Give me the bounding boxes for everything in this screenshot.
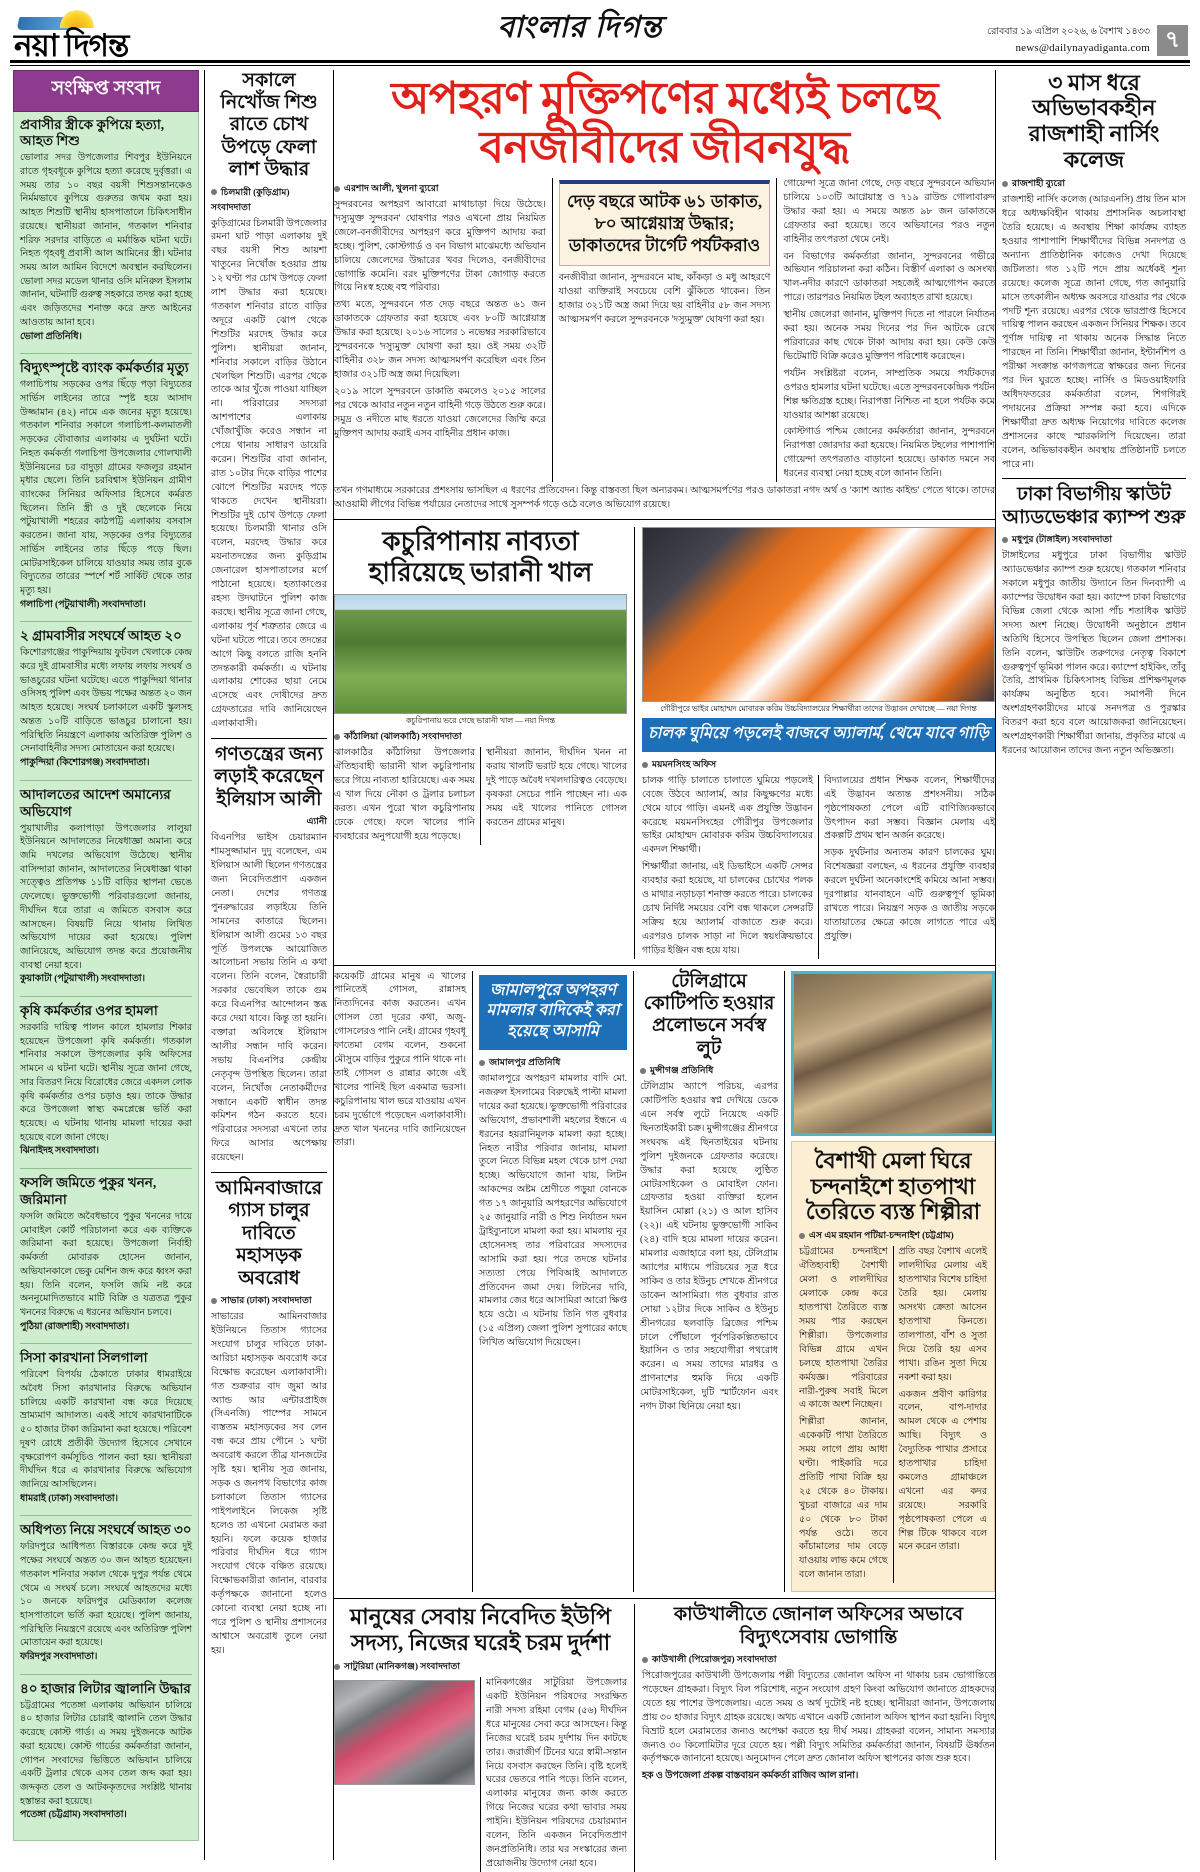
body-text: টাঙ্গাইলের মধুপুরে ঢাকা বিভাগীয় স্কাউট অ্যাডভেঞ্চার ক্যাম্প শুরু হয়েছে। গতকাল শনিবার সকালে মধুপুর জাতীয় উদ্যানে তিন দিনব্যাপী এ ক্যাম্পের উদ্বোধন করা হয়। ক্যাম্পে ঢাকা বিভাগের বিভিন্ন জেলা থেকে আসা পাঁচ শতাধিক স্কাউট সদস্য অংশ নিচ্ছে। উদ্বোধনী অনুষ্ঠানে প্রধান অতিথি হিসেবে উপস্থিত ছিলেন জেলা প্রশাসক। তিনি বলেন, স্কাউটিং তরুণদের নেতৃত্ব বিকাশে গুরুত্বপূর্ণ ভূমিকা পালন করে। ক্যাম্পে হাইকিং, তাঁবু তৈরি, প্রাথমিক চিকিৎসাসহ বিভিন্ন প্রশিক্ষণমূলক কার্যক্রম অনুষ্ঠিত হবে। সমাপনী দিনে অংশগ্রহণকারীদের মাঝে সনদপত্র ও পুরস্কার বিতরণ করা হবে বলে আয়োজকরা জানিয়েছেন। অংশগ্রহণকারী শিক্ষার্থীরা জানায়, প্রকৃতির মাঝে এ ধরনের আয়োজন তাদের জন্য নতুন অভিজ্ঞতা।: [1002, 551, 1186, 756]
body-text: চট্টগ্রামের চন্দনাইশে ঐতিহ্যবাহী বৈশাখী মেলা ও লালদীঘির মেলাকে কেন্দ্র করে হাতপাখা তৈরিতে ব্যস্ত সময় পার করছেন শিল্পীরা। উপজেলার বিভিন্ন গ্রামে এখন চলছে হাতপাখা তৈরির কর্মযজ্ঞ। পরিবারের নারী-পুরুষ সবাই মিলে এ কাজে অংশ নিচ্ছেন।: [799, 1247, 888, 1411]
brief-item-credit: পাকুন্দিয়া (কিশোরগঞ্জ) সংবাদদাতা।: [20, 758, 150, 769]
brief-item-text: ফরিদপুরে আধিপত্য বিস্তারকে কেন্দ্র করে দুই পক্ষের সংঘর্ষে অন্তত ৩০ জন আহত হয়েছেন। গতকাল শনিবার সকাল থেকে দুপুর পর্যন্ত থেমে থেমে এ সংঘর্ষ চলে। সংঘর্ষে আহতদের মধ্যে ১০ জনকে ফরিদপুর মেডিক্যাল কলেজ হাসপাতালে ভর্তি করা হয়েছে। পুলিশ জানায়, পরিস্থিতি নিয়ন্ত্রণে রয়েছে এবং অতিরিক্ত পুলিশ মোতায়েন করা হয়েছে।: [20, 1542, 192, 1649]
brief-item-0[interactable]: [20, 117, 192, 345]
body-text: মানিকগঞ্জের সাটুরিয়া উপজেলার একটি ইউনিয়ন পরিষদের সংরক্ষিত নারী সদস্য রহিমা বেগম (৫৬) দীর্ঘদিন ধরে মানুষের সেবা করে আসছেন। কিন্তু নিজের ঘরেই চরম দুর্দশায় দিন কাটছে তার। জরাজীর্ণ টিনের ঘরে স্বামী-সন্তান নিয়ে বসবাস করছেন তিনি। বৃষ্টি হলেই ঘরের ভেতরে পানি পড়ে। তিনি বলেন, এলাকার মানুষের জন্য কাজ করতে গিয়ে নিজের ঘরের কথা ভাবার সময় পাইনি। ইউনিয়ন পরিষদের চেয়ারম্যান বলেন, তিনি একজন নিবেদিতপ্রাণ জনপ্রতিনিধি। তার ঘর সংস্কারের জন্য প্রয়োজনীয় উদ্যোগ নেয়া হবে।: [486, 1678, 627, 1869]
brief-item-text: পরিবেশ বিপর্যয় ঠেকাতে ঢাকার ধামরাইয়ে অবৈধ সিসা কারখানার বিরুদ্ধে অভিযান চালিয়ে একটি কারখানা বন্ধ করে দিয়েছে ভ্রাম্যমাণ আদালত। একই সাথে কারখানাটিকে ৫০ হাজার টাকা জরিমানা করা হয়েছে। পরিবেশ দূষণ রোধে প্রতীকী উদ্যোগ হিসেবে সেখানে বৃক্ষরোপণ কর্মসূচিও পালন করা হয়। স্থানীয়রা দীর্ঘদিন ধরে এ কারখানার বিরুদ্ধে অভিযোগ জানিয়ে আসছিলেন।: [20, 1370, 192, 1491]
divider: [20, 1168, 192, 1169]
body-text: একজন প্রবীণ কারিগর বলেন, বাপ-দাদার আমল থেকে এ পেশায় আছি। বিদ্যুৎ ও বৈদ্যুতিক পাখার প্রসারে হাতপাখার চাহিদা কমলেও গ্রামাঞ্চলে এখনো এর কদর রয়েছে। সরকারি পৃষ্ঠপোষকতা পেলে এ শিল্প টিকে থাকবে বলে মনে করেন তারা।: [898, 1389, 987, 1553]
body-text: শিক্ষার্থীরা জানায়, এই ডিভাইসে একটি সেন্সর ব্যবহার করা হয়েছে, যা চালকের চোখের পলক ও মাথার নড়াচড়া শনাক্ত করতে পারে। চালকের চোখ নির্দিষ্ট সময়ের বেশি বন্ধ থাকলে সেন্সরটি সক্রিয় হয়ে অ্যালার্ম বাজাতে শুরু করে। এরপরও চালক সাড়া না দিলে স্বয়ংক্রিয়ভাবে গাড়ির ইঞ্জিন বন্ধ হয়ে যায়।: [642, 862, 813, 956]
headline: গণতন্ত্রের জন্য লড়াই করেছেন ইলিয়াস আলী: [214, 744, 324, 810]
divider: [20, 621, 192, 622]
bullet-icon: [334, 734, 340, 740]
body-text: টেলিগ্রাম অ্যাপে পরিচয়, এরপর কোটিপতি হওয়ার স্বপ্ন দেখিয়ে ডেকে এনে সর্বস্ব লুটে নিয়েছে একটি ছিনতাইকারী চক্র। মুন্সীগঞ্জের শ্রীনগরে সংঘবদ্ধ এই ছিনতাইয়ের ঘটনায় পুলিশ দুইজনকে গ্রেফতার করেছে। উদ্ধার করা হয়েছে লুণ্ঠিত মোটরসাইকেল ও মোবাইল ফোন। গ্রেফতার হওয়া ব্যক্তিরা হলেন ইয়াসিন মোল্লা (২১) ও আল হাসিব (২২)। এই ঘটনায় ভুক্তভোগী সাকিব (২৪) বাদি হয়ে মামলা দায়ের করেন। মামলার এজাহারে বলা হয়, টেলিগ্রাম অ্যাপের মাধ্যমে পরিচয়ের সূত্র ধরে সাকিব ও তার ইউনুচ শেখকে শ্রীনগরে ডাকেন আসামিরা। গত বুধবার রাত সোয়া ১২টার দিকে সাকিব ও ইউনুচ শ্রীনগরের ছলবাড়ি ব্রিজের পশ্চিম ঢালে পৌঁছালে পূর্বপরিকল্পিতভাবে ইয়াসিন ও তার সহযোগীরা পথরোধ করেন। এ সময় তাদের মারধর ও প্রাণনাশের হুমকি দিয়ে একটি মোটরসাইকেল, দুটি স্মার্টফোন এবং নগদ টাকা ছিনিয়ে নেয়া হয়।: [640, 1082, 778, 1413]
byline: কাউখালী (পিরোজপুর) সংবাদদাতা: [642, 1652, 995, 1667]
bullet-icon: [334, 1664, 340, 1670]
story-hand-fan[interactable]: [785, 971, 995, 1593]
headline: আমিনবাজারে গ্যাস চালুর দাবিতে মহাসড়ক অবরোধ: [215, 1178, 323, 1289]
brief-item-text: কিশোরগঞ্জের পাকুন্দিয়ায় ফুটবল খেলাকে কেন্দ্র করে দুই গ্রামবাসীর মধ্যে লফায় লফায় সংঘর্ষ ও ভাঙচুরের ঘটনা ঘটেছে। এতে পাকুন্দিয়া থানার ওসিসহ পুলিশ এবং উভয় পক্ষের অন্তত ২০ জন আহত হয়েছে। সংঘর্ষ চলাকালে একটি স্কুলসহ অন্তত ১০টি বাড়িতে ভাঙচুর চালানো হয়। পরিস্থিতি নিয়ন্ত্রণে এলাকায় অতিরিক্ত পুলিশ ও সেনাবাহিনীর সদস্য মোতায়েন করা হয়েছে।: [20, 648, 192, 755]
headline: বৈশাখী মেলা ঘিরে চন্দনাইশে হাতপাখা তৈরিতে ব্যস্ত শিল্পীরা: [805, 1147, 981, 1225]
brief-news-body: [13, 112, 199, 1842]
masthead-right: [918, 25, 1188, 56]
story-missing-child[interactable]: [211, 70, 327, 733]
bullet-icon: [640, 1068, 646, 1074]
masthead: [8, 6, 1192, 63]
divider: [20, 1515, 192, 1516]
photo-students: [642, 527, 995, 702]
byline: ময়মনসিংহ অফিস: [642, 757, 995, 772]
date-line: রোববার ১৯ এপ্রিল ২০২৬, ৬ বৈশাখ ১৪৩৩: [987, 27, 1150, 38]
body-text: বনজীবীরা জানান, সুন্দরবনে মাছ, কাঁকড়া ও মধু আহরণে যাওয়া ব্যক্তিরাই সবচেয়ে বেশি ঝুঁকিতে থাকেন। তিন হাজার ৩২১টি অস্ত্র জমা দিয়ে ছয় বাহিনীর ৫৮ জন সদস্য আত্মসমর্পণ করলে সুন্দরবনকে 'দস্যুমুক্ত' ঘোষণা করা হয়।: [558, 273, 771, 326]
body-text: গোয়েন্দা সূত্রে জানা গেছে, দেড় বছরে সুন্দরবনে অভিযান চালিয়ে ১০৩টি আগ্নেয়াস্ত্র ও ৭১৯ রাউন্ড গোলাবারুদ উদ্ধার করা হয়। এ সময়ে অন্তত ৯৮ জন ডাকাতকে গ্রেফতার করা হয়েছে। তবে অভিযানের পরও নতুন বাহিনীর তৎপরতা থেমে নেই।: [783, 179, 996, 245]
story-aminbazar-gas[interactable]: [211, 1178, 327, 1659]
body-text: শিল্পীরা জানান, একেকটি পাখা তৈরিতে সময় লাগে প্রায় আধা ঘণ্টা। পাইকারি দরে প্রতিটি পাখা বিক্রি হয় ২৫ থেকে ৪০ টাকায়। খুচরা বাজারে এর দাম ৫০ থেকে ৮০ টাকা পর্যন্ত ওঠে। তবে কাঁচামালের দাম বেড়ে যাওয়ায় লাভ কমে গেছে বলে জানান তারা।: [799, 1417, 888, 1581]
brief-item-credit: পুঠিয়া (রাজশাহী) সংবাদদাতা।: [20, 1321, 130, 1332]
brief-item-text: সরকারি দায়িত্ব পালন কালে হামলার শিকার হয়েছেন উপজেলা কৃষি কর্মকর্তা। গতকাল শনিবার সকালে উপজেলার কৃষি অফিসের সামনে এ ঘটনা ঘটে। স্থানীয় সূত্রে জানা গেছে, সার বিতরণ নিয়ে বিরোধের জেরে একদল লোক কৃষি কর্মকর্তার ওপর চড়াও হয়। তাকে উদ্ধার করে উপজেলা স্বাস্থ্য কমপ্লেক্সে ভর্তি করা হয়েছে। এ ঘটনায় থানায় মামলা দায়ের করা হয়েছে বলে জানা গেছে।: [20, 1023, 192, 1143]
body-text: সাভারের আমিনবাজার ইউনিয়নে তিতাস গ্যাসের সংযোগ চালুর দাবিতে ঢাকা-আরিচা মহাসড়ক অবরোধ করে বিক্ষোভ করেছেন এলাকাবাসী। গত শুক্রবার বাদ জুমা আর অ্যান্ড আর এন্টারপ্রাইজ (সিএনজি) পাম্পের সামনে ব্যস্ততম মহাসড়কের সব লেন বন্ধ করে প্রায় পৌনে ১ ঘণ্টা অবরোধ করলে তীব্র যানজটের সৃষ্টি হয়। স্থানীয় সূত্র জানায়, সড়ক ও জনপথ বিভাগের কাজ চলাকালে তিতাস গ্যাসের পাইপলাইনে লিকেজ সৃষ্টি হলেও তা এখনো মেরামত করা হয়নি। ফলে কয়েক হাজার পরিবার দীর্ঘদিন ধরে গ্যাস সংযোগ থেকে বঞ্চিত রয়েছে। বিক্ষোভকারীরা জানান, বারবার কর্তৃপক্ষকে জানানো হলেও কোনো ব্যবস্থা নেয়া হচ্ছে না। পরে পুলিশ ও স্থানীয় প্রশাসনের আশ্বাসে অবরোধ তুলে নেয়া হয়।: [211, 1312, 327, 1656]
brief-item-title: প্রবাসীর স্ত্রীকে কুপিয়ে হত্যা, আহত শিশু: [20, 116, 165, 149]
brief-item-title: ২ গ্রামবাসীর সংঘর্ষে আহত ২০: [20, 628, 182, 644]
main-area: [334, 70, 996, 1869]
body-text: বিদ্যালয়ের প্রধান শিক্ষক বলেন, শিক্ষার্থীদের এই উদ্ভাবন অত্যন্ত প্রশংসনীয়। সঠিক পৃষ্ঠপোষকতা পেলে এটি বাণিজ্যিকভাবে উৎপাদন করা সম্ভব। বিজ্ঞান মেলায় এই প্রকল্পটি প্রথম স্থান অর্জন করেছে।: [824, 775, 995, 842]
story-scout-camp[interactable]: [1002, 484, 1186, 758]
brief-item-title: আদালতের আদেশ অমান্যের অভিযোগ: [20, 786, 171, 819]
body-text: বিএনপির ভাইস চেয়ারম্যান শামসুজ্জামান দুদু বলেছেন, এম ইলিয়াস আলী ছিলেন গণতন্ত্রের জন্য নিবেদিতপ্রাণ একজন নেতা। দেশের গণতন্ত্র পুনরুদ্ধারের লড়াইয়ে তিনি সামনের কাতারে ছিলেন। ইলিয়াস আলী গুমের ১৩ বছর পূর্তি উপলক্ষে আয়োজিত আলোচনা সভায় তিনি এ কথা বলেন। তিনি বলেন, স্বৈরাচারী সরকার ভেবেছিল তাকে গুম করে বিএনপির আন্দোলন স্তব্ধ করে দেয়া যাবে। কিন্তু তা হয়নি। বক্তারা অবিলম্বে ইলিয়াস আলীর সন্ধান দাবি করেন। সভায় বিএনপির কেন্দ্রীয় নেতৃবৃন্দ উপস্থিত ছিলেন। তারা বলেন, নিখোঁজ নেতাকর্মীদের সন্ধানে একটি স্বাধীন তদন্ত কমিশন গঠন করতে হবে। পরিবারের সদস্যরা এখনো তার ফিরে আসার অপেক্ষায় রয়েছেন।: [211, 833, 327, 1164]
brief-news-header: সংক্ষিপ্ত সংবাদ: [13, 70, 199, 112]
kachuripana-continuation[interactable]: [334, 971, 472, 1593]
story-kaukhali[interactable]: [635, 1604, 995, 1872]
photo-caption: কচুরিপানায় ভরে গেছে ভারানী খাল — নয়া দিগন্ত: [405, 716, 556, 726]
divider: [334, 519, 995, 520]
divider: [334, 1598, 995, 1599]
section-title: বাংলার দিগন্ত: [497, 11, 663, 44]
byline: মধুপুর (টাঙ্গাইল) সংবাদদাতা: [1002, 532, 1186, 547]
body-text: জামালপুরে অপহরণ মামলার বাদি মো. নজরুল ইসলামের বিরুদ্ধেই পাল্টা মামলা দায়ের করা হয়েছে। ভুক্তভোগী পরিবারের অভিযোগ, প্রভাবশালী মহলের ইন্ধনে এ ধরনের হয়রানিমূলক মামলা করা হচ্ছে। নিহত নারীর পরিবার জানায়, মামলা তুলে নিতে বিভিন্ন মহল থেকে চাপ দেয়া হচ্ছে। অভিযোগে জানা যায়, লিটন আকন্দের অষ্টম শ্রেণীতে পড়ুয়া বোনকে গত ১৭ জানুয়ারি অপহরণের অভিযোগে ২৫ জানুয়ারি নারী ও শিশু নির্যাতন দমন ট্রাইব্যুনালে মামলা করা হয়। মামলায় নূর হোসেনসহ তার পরিবারের সদস্যদের আসামি করা হয়। পরে তদন্তে ঘটনার সত্যতা পেয়ে পিবিআই আদালতে প্রতিবেদন জমা দেয়। লিটনের দাবি, মামলার জের ধরে আসামিরা আরো ক্ষিপ্ত হয়ে ওঠে। এ ঘটনায় তিনি গত বুধবার (১৫ এপ্রিল) জেলা পুলিশ সুপারের কাছে লিখিত অভিযোগ দিয়েছেন।: [479, 1073, 627, 1349]
byline: মুন্সীগঞ্জ প্রতিনিধি: [640, 1063, 778, 1078]
brief-item-title: ৪০ হাজার লিটার জ্বালানি উদ্ধার: [20, 1680, 191, 1696]
column-2: [205, 70, 333, 1860]
body-text: স্থানীয়রা জানান, দীর্ঘদিন খনন না করায় খালটি ভরাট হয়ে গেছে। খালের দুই পাড়ে অবৈধ দখলদারিত্বও বেড়েছে। কৃষকরা সেচের পানি পাচ্ছেন না। এক সময় এই খালের পানিতে গোসল করতেন গ্রামের মানুষ।: [486, 748, 627, 828]
byline: এ্যানী: [306, 816, 327, 827]
body-text: তথ্য মতে, সুন্দরবনে গত দেড় বছরে অন্তত ৬১ জন ডাকাতকে গ্রেফতার করা হয়েছে এবং ৮০টি আগ্নেয়াস্ত্র উদ্ধার করা হয়েছে। ২০১৬ সালের ১ নভেম্বর সরকারিভাবে সুন্দরবনকে 'দস্যুমুক্ত' ঘোষণা করা হয়। ওই সময় ৩২টি বাহিনীর ৩২৮ জন সদস্য আত্মসমর্পণ করেছিল এবং তিন হাজার ৩২১টি অস্ত্র জমা দিয়েছিল।: [334, 300, 546, 380]
brief-item-title: ফসলি জমিতে পুকুর খনন, জরিমানা: [20, 1175, 157, 1208]
brief-item-title: অধিপত্য নিয়ে সংঘর্ষে আহত ৩০: [20, 1522, 192, 1538]
lead-headline: অপহরণ মুক্তিপণের মধ্যেই চলছে বনজীবীদের জীবনযুদ্ধ: [391, 73, 938, 172]
brief-item-credit: ফরিদপুর সংবাদদাতা।: [20, 1652, 98, 1663]
brief-item-4[interactable]: [20, 1003, 192, 1159]
body-text: ঝালকাঠির কাঁঠালিয়া উপজেলার ঐতিহ্যবাহী ভারানী খাল কচুরিপানায় ভরে গিয়ে নাব্যতা হারিয়েছে। এক সময় এ খাল দিয়ে নৌকা ও ট্রলার চলাচল করত। এখন পুরো খাল কচুরিপানায় ঢেকে গেছে। ফলে খালের পানি ব্যবহারের অনুপযোগী হয়ে পড়েছে।: [334, 748, 475, 842]
bullet-icon: [1002, 181, 1008, 187]
byline: সাভার (ঢাকা) সংবাদদাতা: [211, 1293, 327, 1308]
byline: চিলমারী (কুড়িগ্রাম) সংবাদদাতা: [211, 186, 290, 212]
headline: কচুরিপানায় নাব্যতা হারিয়েছে ভারানী খাল: [368, 526, 593, 587]
story-telegram[interactable]: [634, 971, 784, 1593]
divider: [20, 780, 192, 781]
divider: [211, 1172, 327, 1173]
headline: মানুষের সেবায় নিবেদিত ইউপি সদস্য, নিজের ঘরেই চরম দুর্দশা: [349, 1604, 612, 1656]
brief-item-title: বিদ্যুৎস্পৃষ্টে ব্যাংক কর্মকর্তার মৃত্যু: [20, 360, 189, 376]
page-grid: [8, 69, 1192, 1869]
story-kachuripana[interactable]: [334, 527, 634, 959]
page-number: ৭: [1157, 25, 1188, 56]
column-right: [996, 70, 1192, 1860]
bullet-icon: [211, 1298, 217, 1304]
brief-item-6[interactable]: [20, 1350, 192, 1506]
story-ilias-ali[interactable]: [211, 744, 327, 1166]
lead-story[interactable]: [334, 178, 995, 482]
story-up-member[interactable]: [334, 1604, 634, 1872]
body-text: কুড়িগ্রামের চিলমারী উপজেলার রমনা ঘাট পাড়া এলাকায় দুই বছর বয়সী শিশু আয়শা খাতুনের নিখোঁজ হওয়ার প্রায় ১২ ঘণ্টা পর চোখ উপড়ে ফেলা লাশ উদ্ধার করা হয়েছে। গতকাল শনিবার রাতে বাড়ির অদূরে একটি ঝোপ থেকে শিশুটির মরদেহ উদ্ধার করে পুলিশ। স্থানীয়রা জানান, শনিবার সকালে বাড়ির উঠানে খেলছিল শিশুটি। এরপর থেকে তাকে আর খুঁজে পাওয়া যাচ্ছিল না। পরিবারের সদস্যরা আশপাশের এলাকায় খোঁজাখুঁজি করেও সন্ধান না পেয়ে থানায় সাধারণ ডায়েরি করেন। শিশুটির বাবা জানান, রাত ১০টার দিকে বাড়ির পাশের ঝোপে শিশুটির মরদেহ পড়ে থাকতে দেখেন স্থানীয়রা। শিশুটির দুই চোখ উপড়ে ফেলা হয়েছে। চিলমারী থানার ওসি বলেন, মরদেহ উদ্ধার করে ময়নাতদন্তের জন্য কুড়িগ্রাম জেনারেল হাসপাতালের মর্গে পাঠানো হয়েছে। হত্যাকাণ্ডের রহস্য উদঘাটনে পুলিশ কাজ করছে। স্থানীয় সূত্রে জানা গেছে, এলাকায় পূর্ব শত্রুতার জেরে এ ঘটনা ঘটতে পারে। তবে তদন্তের আগে কিছু বলতে রাজি হননি তদন্তকারী কর্মকর্তা। এ ঘটনায় এলাকায় শোকের ছায়া নেমে এসেছে এবং দোষীদের দ্রুত গ্রেফতারের দাবি জানিয়েছেন এলাকাবাসী।: [211, 218, 327, 730]
mid-row: [334, 527, 995, 959]
byline: সাটুরিয়া (মানিকগঞ্জ) সংবাদদাতা: [334, 1659, 627, 1674]
headline: ৩ মাস ধরে অভিভাবকহীন রাজশাহী নার্সিং কলেজ: [1028, 69, 1160, 173]
byline: রাজশাহী ব্যুরো: [1002, 176, 1186, 191]
headline: সকালে নিখোঁজ শিশু রাতে চোখ উপড়ে ফেলা লাশ উদ্ধার: [220, 69, 318, 181]
body-text: রাজশাহী নার্সিং কলেজ (আরএনসি) প্রায় তিন মাস ধরে অধ্যক্ষবিহীন থাকায় প্রশাসনিক অচলাবস্থা তৈরি হয়েছে। এ অবস্থায় শিক্ষা কার্যক্রম ব্যাহত হওয়ার পাশাপাশি শিক্ষার্থীদের বিভিন্ন সনদপত্র ও অন্যান্য প্রাতিষ্ঠানিক কাজেও দেখা দিয়েছে জটিলতা। গত ১২টি পদে প্রায় অর্ধেকই শূন্য রয়েছে। কলেজ সূত্রে জানা গেছে, গত জানুয়ারি মাসে তৎকালীন অধ্যক্ষ অবসরে যাওয়ার পর থেকে পদটি শূন্য রয়েছে। এরপর থেকে ভারপ্রাপ্ত হিসেবে দায়িত্ব পালন করছেন একজন সিনিয়র শিক্ষক। তবে পূর্ণাঙ্গ দায়িত্ব না থাকায় অনেক সিদ্ধান্ত নিতে পারছেন না তিনি। শিক্ষার্থীরা জানান, ইন্টার্নশিপ ও পরীক্ষা সংক্রান্ত কাগজপত্রে স্বাক্ষরের জন্য দিনের পর দিন ঘুরতে হচ্ছে। নার্সিং ও মিডওয়াইফারি অধিদফতরের কর্মকর্তারা বলেন, শিগগিরই পদায়নের প্রক্রিয়া সম্পন্ন করা হবে। এদিকে শিক্ষার্থীরা দ্রুত অধ্যক্ষ নিয়োগের দাবিতে কলেজ প্রশাসনের কাছে স্মারকলিপি দিয়েছেন। তারা বলেন, অভিভাবকহীন অবস্থায় প্রতিষ্ঠানটি চলতে পারে না।: [1002, 195, 1186, 470]
mela-panel: [791, 1141, 995, 1593]
brief-item-credit: পতেঙ্গা (চট্টগ্রাম) সংবাদদাতা।: [20, 1810, 127, 1821]
brief-item-8[interactable]: [20, 1681, 192, 1823]
body-text: পিরোজপুরের কাউখালী উপজেলায় পল্লী বিদ্যুতের জোনাল অফিস না থাকায় চরম ভোগান্তিতে পড়েছেন গ্রাহকরা। বিদ্যুৎ বিল পরিশোধ, নতুন সংযোগ গ্রহণ কিংবা অভিযোগ জানাতে গ্রাহকদের যেতে হয় পাশের উপজেলায়। এতে সময় ও অর্থ দুটোই নষ্ট হচ্ছে। স্থানীয়রা জানান, উপজেলায় প্রায় ৩০ হাজার বিদ্যুৎ গ্রাহক রয়েছে। অথচ এখানে একটি জোনাল অফিস স্থাপন করা হয়নি। বিদ্যুৎ বিভ্রাট হলে মেরামতের জন্যও অপেক্ষা করতে হয় দীর্ঘ সময়। গ্রাহকরা বলেন, সামান্য সমস্যার জন্যও ৩০ কিলোমিটার দূরে যেতে হয়। পল্লী বিদ্যুৎ সমিতির কর্মকর্তারা জানান, বিষয়টি ঊর্ধ্বতন কর্তৃপক্ষকে জানানো হয়েছে। অনুমোদন পেলে দ্রুত জোনাল অফিস স্থাপনের কাজ শুরু হবে।: [642, 1671, 995, 1765]
brief-item-text: ভোলার সদর উপজেলার শিবপুর ইউনিয়নে রাতে গৃহবধূকে কুপিয়ে হত্যা করেছে দুর্বৃত্তরা। এ সময় তার ১০ বছর বয়সী শিশুসন্তানকেও নির্মমভাবে কুপিয়ে গুরুতর জখম করা হয়। আহত শিশুটি স্থানীয় হাসপাতালে চিকিৎসাধীন রয়েছে। স্থানীয়রা জানান, গতকাল শনিবার শরিফ সরদার বাড়িতে এ মর্মান্তিক ঘটনা ঘটে। নিহত গৃহবধূ প্রবাসী আল আমিনের স্ত্রী। ঘটনার সময় আল আমিন বিদেশে অবস্থান করছিলেন। ভোলা সদর মডেল থানার ওসি মনিরুল ইসলাম জানান, ঘটনাটি গুরুত্ব সহকারে তদন্ত করা হচ্ছে এবং জড়িতদের শনাক্ত করে দ্রুত আইনের আওতায় আনা হবে।: [20, 153, 192, 328]
body-text: বন বিভাগের কর্মকর্তারা জানান, সুন্দরবনের গভীরে অভিযান পরিচালনা করা কঠিন। বিস্তীর্ণ এলাকা ও অসংখ্য খাল-নদীর কারণে ডাকাতরা সহজেই আত্মগোপন করতে পারে। তারপরও নিয়মিত টহল অব্যাহত রাখা হয়েছে।: [783, 251, 996, 304]
body-text: কয়েকটি গ্রামের মানুষ এ খালের পানিতেই গোসল, রান্নাসহ নিত্যদিনের কাজ করতেন। এখন গোসল তো দূরের কথা, অজু-গোসলেরও পানি নেই। গ্রামের গৃহবধূ ফাতেমা বেগম বলেন, শুকনো মৌসুমে বাড়ির পুকুরে পানি থাকে না। তাই গোসল ও রান্নার কাজে এই খালের পানিই ছিল একমাত্র ভরসা। কচুরিপানায় খাল ভরে যাওয়ায় এখন চরম দুর্ভোগে পড়েছেন এলাকাবাসী। দ্রুত খাল খননের দাবি জানিয়েছেন তারা।: [334, 971, 466, 1149]
byline: কাঁঠালিয়া (ঝালকাঠি) সংবাদদাতা: [334, 729, 627, 744]
lead-col-b: [553, 178, 777, 482]
divider: [1002, 478, 1186, 479]
body-text: স্থানীয় জেলেরা জানান, মুক্তিপণ দিতে না পারলে নির্যাতন করা হয়। অনেক সময় দিনের পর দিন আটকে রেখে পরিবারের কাছ থেকে টাকা আদায় করা হয়। কেউ কেউ ভিটেমাটি বিক্রি করেও মুক্তিপণ পরিশোধ করেছেন।: [783, 310, 996, 362]
lead-col-a: [334, 178, 552, 482]
sidebar-brief-news: [8, 70, 204, 1860]
bullet-icon: [642, 1657, 648, 1663]
photo-caption: গৌরীপুরে ভাইর মোহাম্মদ মোবারক করিম উচ্চবিদ্যালয়ের শিক্ষার্থীরা তাদের উদ্ভাবন দেখাচ্ছে — নয়া দিগন্ত: [660, 703, 977, 713]
divider: [211, 738, 327, 739]
brief-item-title: সিসা কারখানা সিলগালা: [20, 1350, 148, 1366]
lead-col-c: [777, 178, 995, 482]
bullet-icon: [211, 189, 217, 195]
bullet-icon: [642, 762, 648, 768]
divider: [20, 1674, 192, 1675]
divider: [20, 353, 192, 354]
body-text: চালক গাড়ি চালাতে চালাতে ঘুমিয়ে পড়লেই বেজে উঠবে অ্যালার্ম, আর কিছুক্ষণের মধ্যে থেমে যাবে গাড়ি। এমনই এক প্রযুক্তি উদ্ভাবন করেছে ময়মনসিংহের গৌরীপুর উপজেলার ভাইর মোহাম্মদ মোবারক করিম উচ্চবিদ্যালয়ের একদল শিক্ষার্থী।: [642, 775, 813, 856]
brief-item-text: চট্টগ্রামের পতেঙ্গা এলাকায় অভিযান চালিয়ে ৪০ হাজার লিটার চোরাই জ্বালানি তেল উদ্ধার করেছে কোস্ট গার্ড। এ সময় দুইজনকে আটক করা হয়েছে। কোস্ট গার্ডের কর্মকর্তারা জানান, গোপন সংবাদের ভিত্তিতে অভিযান চালিয়ে একটি ট্রলার থেকে এসব তেল জব্দ করা হয়। জব্দকৃত তেল ও আটককৃতদের সংশ্লিষ্ট থানায় হস্তান্তর করা হয়েছে।: [20, 1700, 192, 1807]
byline: জামালপুর প্রতিনিধি: [479, 1055, 627, 1070]
brief-item-5[interactable]: [20, 1175, 192, 1334]
brief-item-title: কৃষি কর্মকর্তার ওপর হামলা: [20, 1003, 158, 1019]
bullet-icon: [799, 1233, 805, 1239]
bullet-icon: [1002, 537, 1008, 543]
brief-item-7[interactable]: [20, 1522, 192, 1664]
headline: চালক ঘুমিয়ে পড়লেই বাজবে অ্যালার্ম, থেমে যাবে গাড়ি: [642, 718, 995, 752]
publication-logo[interactable]: [12, 8, 242, 63]
brief-item-text: পুয়াখালীর কলাপাড়া উপজেলার লালুয়া ইউনিয়নে আদালতের নিষেধাজ্ঞা অমান্য করে জমি দখলের অভিযোগ উঠেছে। স্থানীয় বাসিন্দারা জানান, আদালতের নিষেধাজ্ঞা থাকা সত্ত্বেও প্রতিপক্ষ ১১টি বাড়ির স্থাপনা ভেঙে ফেলেছে। ভুক্তভোগী পরিবারগুলো জানায়, দীর্ঘদিন ধরে তারা এ জমিতে বসবাস করে আসছেন। বিষয়টি নিয়ে থানায় লিখিত অভিযোগ দায়ের করা হয়েছে। পুলিশ জানিয়েছে, অভিযোগ তদন্ত করে প্রয়োজনীয় ব্যবস্থা নেয়া হবে।: [20, 823, 192, 971]
headline: ঢাকা বিভাগীয় স্কাউট আ্যডভেঞ্চার ক্যাম্প শুরু: [1002, 484, 1186, 528]
photo-khal: [334, 594, 627, 714]
body-text: ২০১৯ সালে সুন্দরবনে ডাকাতি কমলেও ২০১৫ সালের পর থেকে আবার নতুন নতুন বাহিনী গড়ে উঠতে শুরু করে। সমুদ্র ও নদীতে মাছ ধরতে যাওয়া জেলেদের জিম্মি করে মুক্তিপণ আদায় করাই এসব বাহিনীর প্রধান কাজ।: [334, 386, 546, 439]
bullet-icon: [334, 186, 340, 192]
brief-item-credit: ভোলা প্রতিনিধি।: [20, 331, 82, 342]
brief-item-credit: গলাচিপা (পটুয়াখালী) সংবাদদাতা।: [20, 599, 146, 610]
photo-woman: [334, 1680, 475, 1785]
lead-continuation: তখন গণমাধ্যমে সরকারের প্রশংসায় ভাসছিল এ ধরণের প্রতিবেদন। কিন্তু বাস্তবতা ছিল অন্যরকম। আত্মসমর্পণের পরও ডাকাতরা নগদ অর্থ ও 'ক্যাশ অ্যান্ড কাইন্ড' পেতে থাকে। তাদের আওয়ামী লীগের বিভিন্ন পর্যায়ের নেতাদের সাথে সুসম্পর্ক গড়ে ওঠে বলেও অভিযোগ রয়েছে।: [334, 486, 995, 510]
masthead-rule-thin: [10, 65, 1190, 66]
brief-item-credit: কুয়াকাটা (পটুয়াখালী) সংবাদদাতা।: [20, 974, 145, 985]
brief-item-text: ফসলি জমিতে অবৈধভাবে পুকুর খননের দায়ে মোবাইল কোর্ট পরিচালনা করে এক ব্যক্তিকে জরিমানা করা হয়েছে। উপজেলা নির্বাহী কর্মকর্তা মোবারক হোসেন জানান, অভিযানকালে ভেকু মেশিন জব্দ করে ধ্বংস করা হয়। তিনি বলেন, ফসলি জমি নষ্ট করে অননুমোদিতভাবে মাটি বিক্রি ও যত্রতত্র পুকুর খননের বিরুদ্ধে এ ধরনের অভিযান চলবে।: [20, 1211, 192, 1318]
divider: [20, 996, 192, 997]
brief-item-3[interactable]: [20, 787, 192, 987]
story-nursing-college[interactable]: [1002, 70, 1186, 473]
body-text: প্রতি বছর বৈশাখ এলেই লালদীঘির মেলায় এই হাতপাখার বিশেষ চাহিদা তৈরি হয়। মেলায় অসংখ্য ক্রেতা আসেন হাতপাখা কিনতে। তালপাতা, বাঁশ ও সুতা দিয়ে তৈরি হয় এসব পাখা। রঙিন সুতা দিয়ে নকশা করা হয়।: [898, 1247, 987, 1383]
boxed-subheadline: দেড় বছরে আটক ৬১ ডাকাত, ৮০ আগ্নেয়াস্ত্র উদ্ধার; ডাকাতদের টার্গেট পর্যটকরাও: [559, 180, 771, 266]
body-text: পর্যটন সংশ্লিষ্টরা বলেন, সাম্প্রতিক সময়ে পর্যটকদের ওপরও হামলার ঘটনা ঘটেছে। এতে সুন্দরবনকেন্দ্রিক পর্যটন শিল্প ক্ষতিগ্রস্ত হচ্ছে। নিরাপত্তা নিশ্চিত না হলে পর্যটক কমে যাওয়ার আশঙ্কা রয়েছে।: [783, 368, 996, 421]
body-text: সড়ক দুর্ঘটনার অন্যতম কারণ চালকের ঘুম। বিশেষজ্ঞরা বলছেন, এ ধরনের প্রযুক্তি ব্যবহার করলে দুর্ঘটনা অনেকাংশেই কমিয়ে আনা সম্ভব। দূরপাল্লার যানবাহনে এটি গুরুত্বপূর্ণ ভূমিকা রাখতে পারে। নিয়ন্ত্রণ সড়ক ও জাতীয় সড়কে যাতায়াতের ক্ষেত্রে কাজে লাগতে পারে এই প্রযুক্তি।: [824, 848, 995, 942]
headline: জামালপুরে অপহরণ মামলার বাদিকেই করা হয়েছে আসামি: [479, 975, 627, 1050]
masthead-rule-thick: [10, 60, 1190, 63]
divider: [334, 965, 995, 966]
brief-item-credit: ঝিনাইদহ সংবাদদাতা।: [20, 1146, 100, 1157]
brief-item-credit: ধামরাই (ঢাকা) সংবাদদাতা।: [20, 1493, 118, 1504]
lead-paragraph: সুন্দরবনের অপহরণ আবারো মাথাচাড়া দিয়ে উঠেছে। 'দস্যুমুক্ত সুন্দরবন' ঘোষণার পরও এখনো প্রায় নিয়মিত জেলে-বনজীবীদের অপহরণ করে মুক্তিপণ আদায় করা হচ্ছে। পুলিশ, কোস্টগার্ড ও বন বিভাগ মাঝেমধ্যে অভিযান চালিয়ে জেলেদের উদ্ধারের খবর দিলেও, বনজীবীদের ভোগান্তি কমেনি। বরং মুক্তিপণের টাকা জোগাড় করতে গিয়ে নিঃস্ব হচ্ছে বহু পরিবার।: [334, 200, 546, 294]
bullet-icon: [479, 1060, 485, 1066]
byline: এস এম রহমান পটিয়া-চন্দনাইশ (চট্টগ্রাম): [799, 1228, 987, 1243]
story-jamalpur[interactable]: [473, 971, 633, 1593]
credit: হক ও উপজেলা প্রকল্প বাস্তবায়ন কর্মকর্তা রাজিব আল রানা।: [642, 1771, 859, 1782]
bottom-row: [334, 1604, 995, 1872]
divider: [20, 1343, 192, 1344]
photo-village: [791, 971, 995, 1136]
story-driver-alarm[interactable]: [635, 527, 995, 959]
logo-text: নয়া দিগন্ত: [14, 28, 129, 63]
contact-email[interactable]: news@dailynayadiganta.com: [1015, 41, 1150, 54]
brief-item-text: গলাচিপায় সড়কের ওপর ছিঁড়ে পড়া বিদ্যুতের সার্ভিস লাইনের তারে স্পৃষ্ট হয়ে আসাদ উজ্জামান (৪২) নামে এক জনের মৃত্যু হয়েছে। গতকাল শনিবার সকালে গলাচিপা-কলমাতলী সড়কের বৌবাজার এলাকায় এ দুর্ঘটনা ঘটে। নিহত কর্মকর্তা গলাচিপা উপজেলার গোলখালী ইউনিয়নের চর বাদুড়া গ্রামের ফজলুর রহমান মৃধার ছেলে। তিনি চরবিশ্বাস ইউনিয়ন গ্রামীণ ব্যাংকের সিনিয়র অফিসার হিসেবে কর্মরত ছিলেন। তিনি স্ত্রী ও দুই ছেলেকে নিয়ে পটুয়াখালী শহরের কাঠপট্টি এলাকায় বসবাস করতেন। জানা যায়, সড়কের ওপর বিদ্যুতের সার্ভিস লাইনের তার ছিঁড়ে পড়ে ছিল। মোটরসাইকেল চালিয়ে যাওয়ার সময় তার বুকে বিদ্যুতের তারের স্পর্শে শর্ট সার্কিট থেকে তার মৃত্যু হয়।: [20, 380, 192, 596]
lower-row: [334, 971, 995, 1593]
brief-item-1[interactable]: [20, 360, 192, 612]
brief-item-2[interactable]: [20, 628, 192, 770]
body-text: কোস্টগার্ড পশ্চিম জোনের কর্মকর্তারা জানান, সুন্দরবনে নিরাপত্তা জোরদার করা হয়েছে। নিয়মিত টহলের পাশাপাশি গোয়েন্দা তৎপরতাও বাড়ানো হয়েছে। ডাকাত দমনে সব ধরনের ব্যবস্থা নেয়া হচ্ছে বলে জানান তিনি।: [783, 427, 996, 480]
headline: কাউখালীতে জোনাল অফিসের অভাবে বিদ্যুৎসেবায় ভোগান্তি: [673, 1604, 964, 1648]
headline: টেলিগ্রামে কোটিপতি হওয়ার প্রলোভনে সর্বস্ব লুট: [643, 970, 775, 1059]
byline: এরশাদ আলী, খুলনা ব্যুরো: [334, 181, 546, 196]
